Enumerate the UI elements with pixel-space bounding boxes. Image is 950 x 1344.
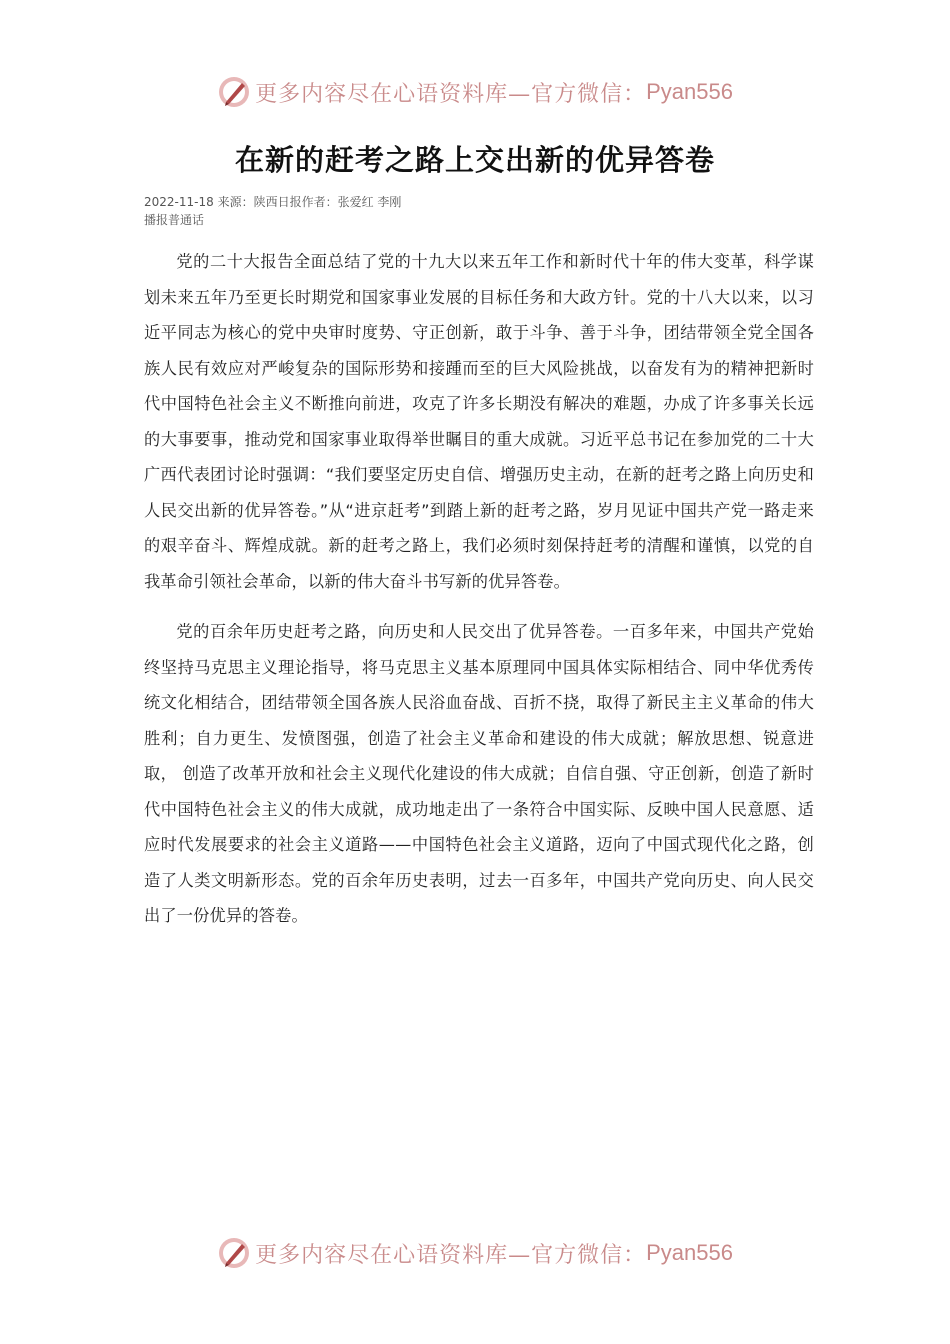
- article-body: [144, 244, 814, 949]
- paragraph-1: 党的二十大报告全面总结了党的十九大以来五年工作和新时代十年的伟大变革，科学谋划未来五年乃至更长时期党和国家事业发展的目标任务和大政方针。党的十八大以来，以习近平同志为核心的党中央审时度势、守正创新，敢于斗争、善于斗争，团结带领全党全国各族人民有效应对严峻复杂的国际形势和接踵而至的巨大风险挑战，以奋发有为的精神把新时代中国特色社会主义不断推向前进，攻克了许多长期没有解决的难题，办成了许多事关长远的大事要事，推动党和国家事业取得举世瞩目的重大成就。习近平总书记在参加党的二十大广西代表团讨论时强调：“我们要坚定历史自信、增强历史主动，在新的赶考之路上向历史和人民交出新的优异答卷。”从“进京赶考”到踏上新的赶考之路，岁月见证中国共产党一路走来的艰辛奋斗、辉煌成就。新的赶考之路上，我们必须时刻保持赶考的清醒和谨慎，以党的自我革命引领社会革命，以新的伟大奋斗书写新的优异答卷。: [144, 252, 814, 591]
- promo-text: 更多内容尽在心语资料库—官方微信：: [255, 1242, 647, 1268]
- publish-date: 2022-11-18: [144, 195, 214, 209]
- article-author: 作者：张爱红 李刚: [301, 195, 402, 209]
- promo-text: 更多内容尽在心语资料库—官方微信：: [255, 81, 647, 107]
- paragraph-2: 党的百余年历史赶考之路，向历史和人民交出了优异答卷。一百多年来，中国共产党始终坚持马克思主义理论指导，将马克思主义基本原理同中国具体实际相结合、同中华优秀传统文化相结合，团结带领全国各族人民浴血奋战、百折不挠，取得了新民主主义革命的伟大胜利；自力更生、发愤图强，创造了社会主义革命和建设的伟大成就；解放思想、锐意进取， 创造了改革开放和社会主义现代化建设的伟大成就；自信自强、守正创新，创造了新时代中国特色社会主义的伟大成就，成功地走出了一条符合中国实际、反映中国人民意愿、适应时代发展要求的社会主义道路——中国特色社会主义道路，迈向了中国式现代化之路，创造了人类文明新形态。党的百余年历史表明，过去一百多年，中国共产党向历史、向人民交出了一份优异的答卷。: [144, 622, 814, 925]
- pen-logo-icon: [217, 75, 251, 109]
- broadcast-link[interactable]: 播报普通话: [144, 213, 205, 227]
- pen-logo-icon: [217, 1236, 251, 1270]
- footer-banner: [0, 1231, 950, 1275]
- article-title: 在新的赶考之路上交出新的优异答卷: [234, 143, 715, 177]
- wechat-id: Pyan556: [646, 1240, 733, 1265]
- header-banner: [0, 70, 950, 114]
- article-source: 来源：陕西日报: [217, 195, 302, 209]
- wechat-id: Pyan556: [646, 79, 733, 104]
- article-meta: [144, 193, 401, 229]
